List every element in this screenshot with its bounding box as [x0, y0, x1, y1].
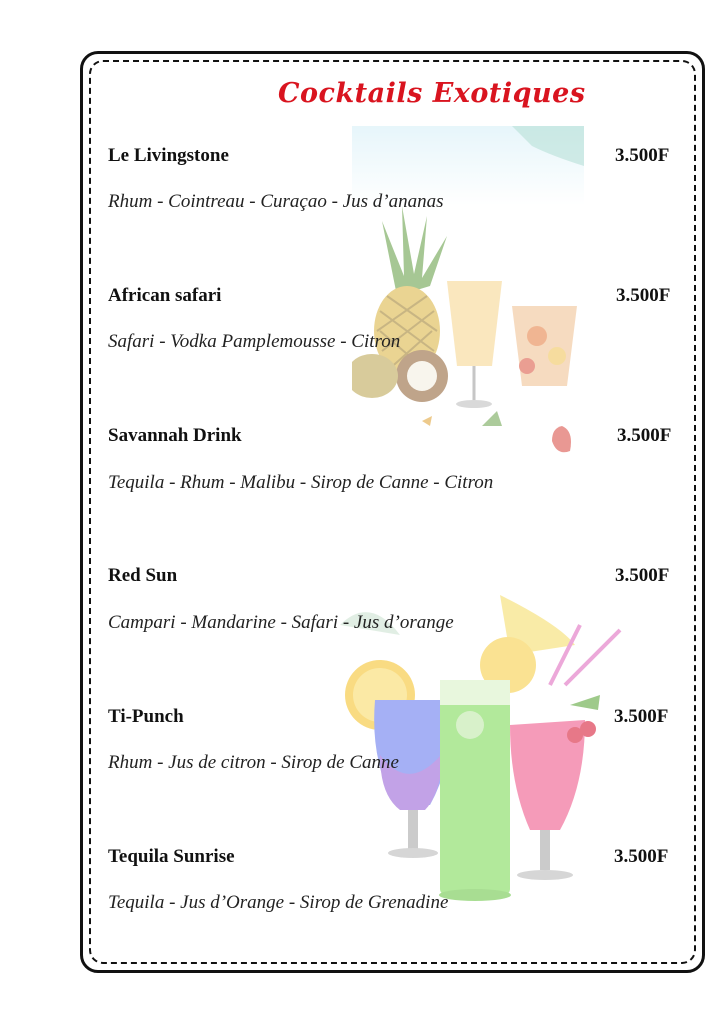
cocktail-price: 3.500F: [614, 846, 669, 867]
cocktail-ingredients: Campari - Mandarine - Safari - Jus d’orange: [108, 612, 454, 633]
menu-title: Cocktails Exotiques: [278, 78, 586, 109]
cocktail-price: 3.500F: [617, 425, 672, 446]
cocktail-ingredients: Tequila - Jus d’Orange - Sirop de Grenadine: [108, 892, 449, 913]
cocktail-name: African safari: [108, 285, 222, 306]
cocktail-name: Red Sun: [108, 565, 178, 586]
cocktail-price: 3.500F: [615, 565, 670, 586]
cocktail-name: Ti-Punch: [108, 706, 184, 727]
cocktail-ingredients: Safari - Vodka Pamplemousse - Citron: [108, 331, 401, 352]
cocktail-ingredients: Rhum - Cointreau - Curaçao - Jus d’ananas: [108, 191, 444, 212]
tropical-fruit-illustration: [352, 126, 584, 468]
cocktail-price: 3.500F: [615, 145, 670, 166]
cocktail-price: 3.500F: [616, 285, 671, 306]
cocktail-ingredients: Rhum - Jus de citron - Sirop de Canne: [108, 752, 399, 773]
cocktail-ingredients: Tequila - Rhum - Malibu - Sirop de Canne - Citron: [108, 472, 494, 493]
cocktail-name: Savannah Drink: [108, 425, 242, 446]
cocktail-name: Tequila Sunrise: [108, 846, 235, 867]
cocktail-name: Le Livingstone: [108, 145, 229, 166]
cocktail-price: 3.500F: [614, 706, 669, 727]
